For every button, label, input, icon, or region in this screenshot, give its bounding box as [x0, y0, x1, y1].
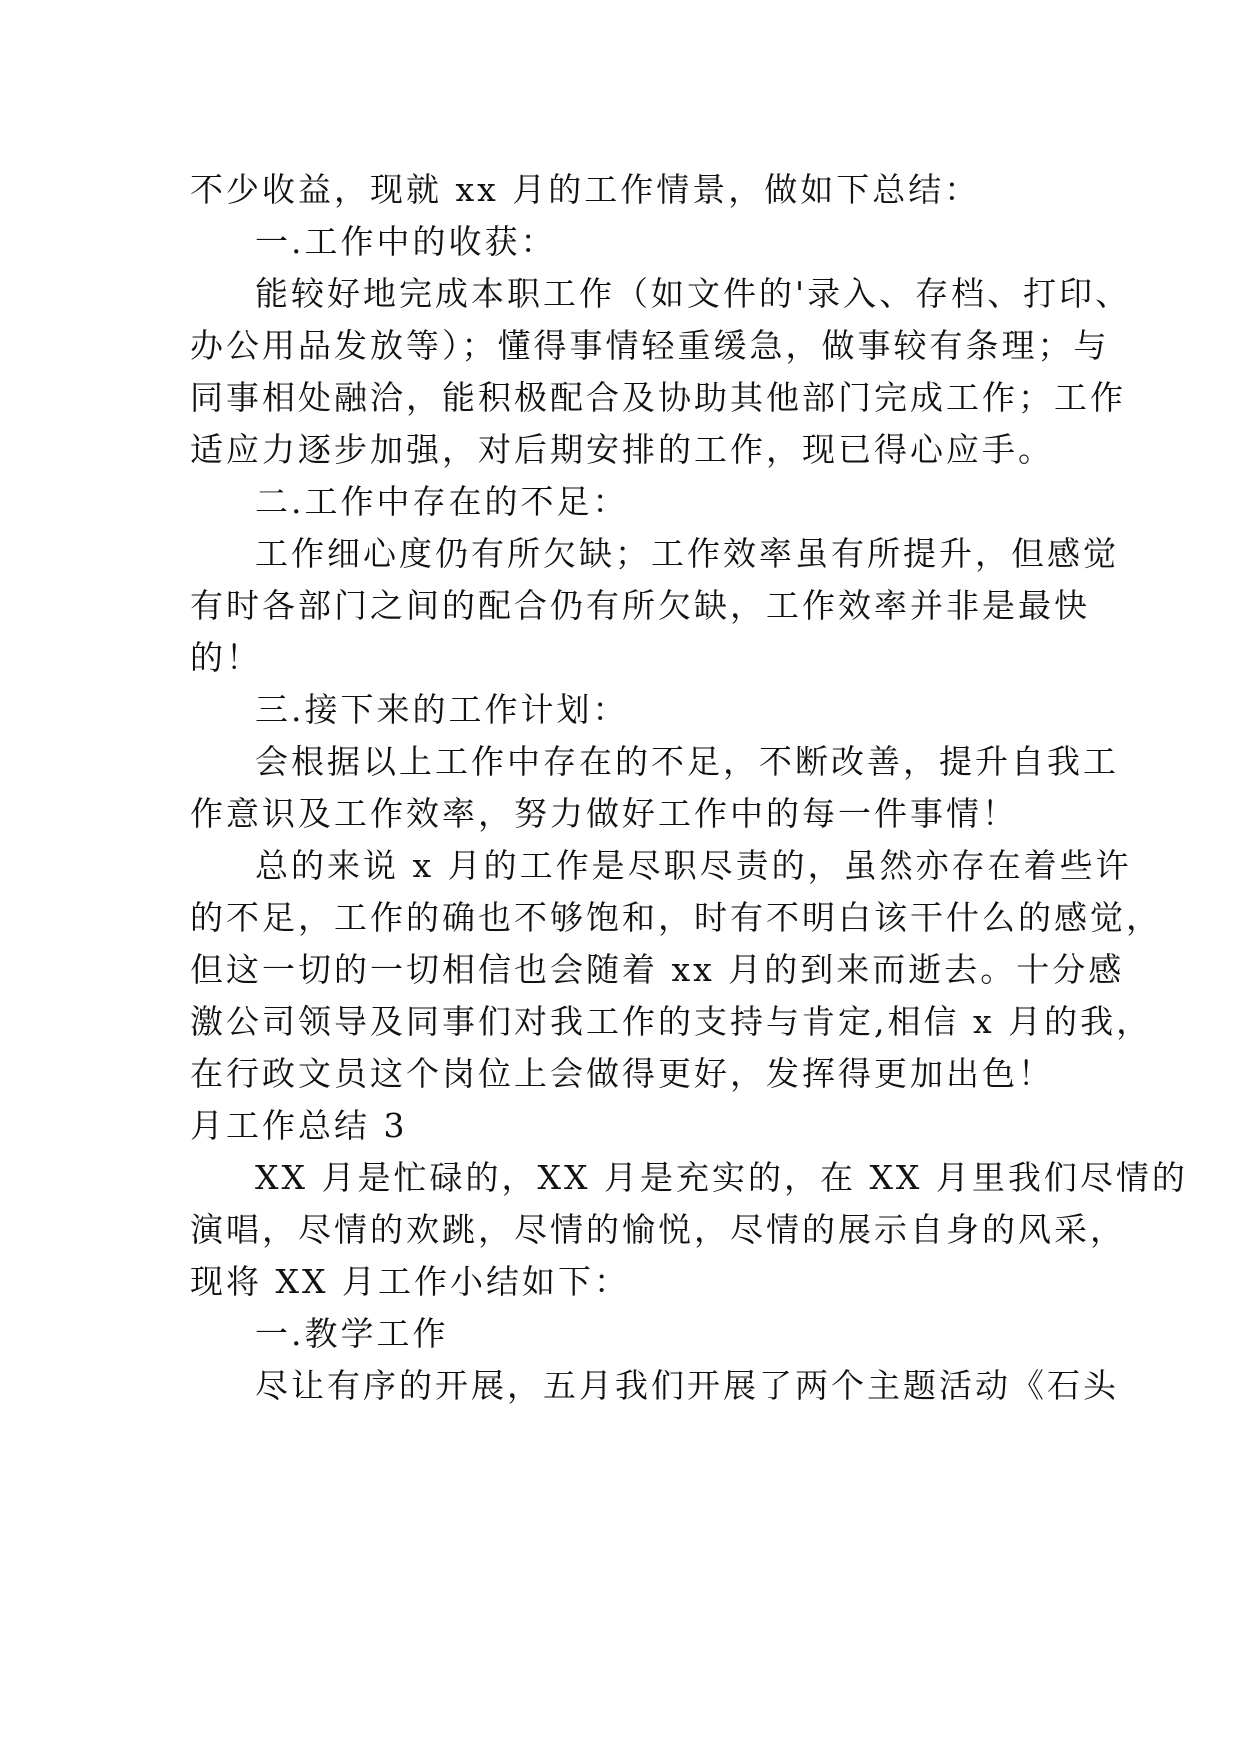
text-line: 适应力逐步加强，对后期安排的工作，现已得心应手。: [190, 430, 1054, 469]
text-line: 总的来说 x 月的工作是尽职尽责的，虽然亦存在着些许: [255, 846, 1132, 885]
text-line: 不少收益，现就 xx 月的工作情景，做如下总结：: [190, 170, 981, 209]
text-line: 但这一切的一切相信也会随着 xx 月的到来而逝去。十分感: [190, 950, 1125, 989]
text-line: 尽让有序的开展，五月我们开展了两个主题活动《石头: [255, 1366, 1119, 1405]
text-line: 能较好地完成本职工作（如文件的'录入、存档、打印、: [255, 274, 1132, 313]
section-heading: 一.工作中的收获：: [255, 222, 557, 261]
text-line: 现将 XX 月工作小结如下：: [190, 1262, 630, 1301]
section-heading: 二.工作中存在的不足：: [255, 482, 629, 521]
text-line: 激公司领导及同事们对我工作的支持与肯定,相信 x 月的我，: [190, 1002, 1153, 1041]
document-title: 月工作总结 3: [190, 1106, 408, 1145]
text-line: 作意识及工作效率，努力做好工作中的每一件事情！: [190, 794, 1018, 833]
text-line: 演唱，尽情的欢跳，尽情的愉悦，尽情的展示自身的风采，: [190, 1210, 1126, 1249]
text-line: 在行政文员这个岗位上会做得更好，发挥得更加出色！: [190, 1054, 1054, 1093]
text-line: 同事相处融洽，能积极配合及协助其他部门完成工作；工作: [190, 378, 1126, 417]
text-line: 工作细心度仍有所欠缺；工作效率虽有所提升，但感觉: [255, 534, 1119, 573]
text-line: 的！: [190, 638, 262, 677]
text-line: XX 月是忙碌的，XX 月是充实的，在 XX 月里我们尽情的: [255, 1158, 1188, 1197]
section-heading: 一.教学工作: [255, 1314, 449, 1353]
text-line: 办公用品发放等）；懂得事情轻重缓急，做事较有条理；与: [190, 326, 1110, 365]
text-line: 会根据以上工作中存在的不足，不断改善，提升自我工: [255, 742, 1119, 781]
text-line: 的不足，工作的确也不够饱和，时有不明白该干什么的感觉，: [190, 898, 1162, 937]
text-line: 有时各部门之间的配合仍有所欠缺，工作效率并非是最快: [190, 586, 1090, 625]
section-heading: 三.接下来的工作计划：: [255, 690, 629, 729]
